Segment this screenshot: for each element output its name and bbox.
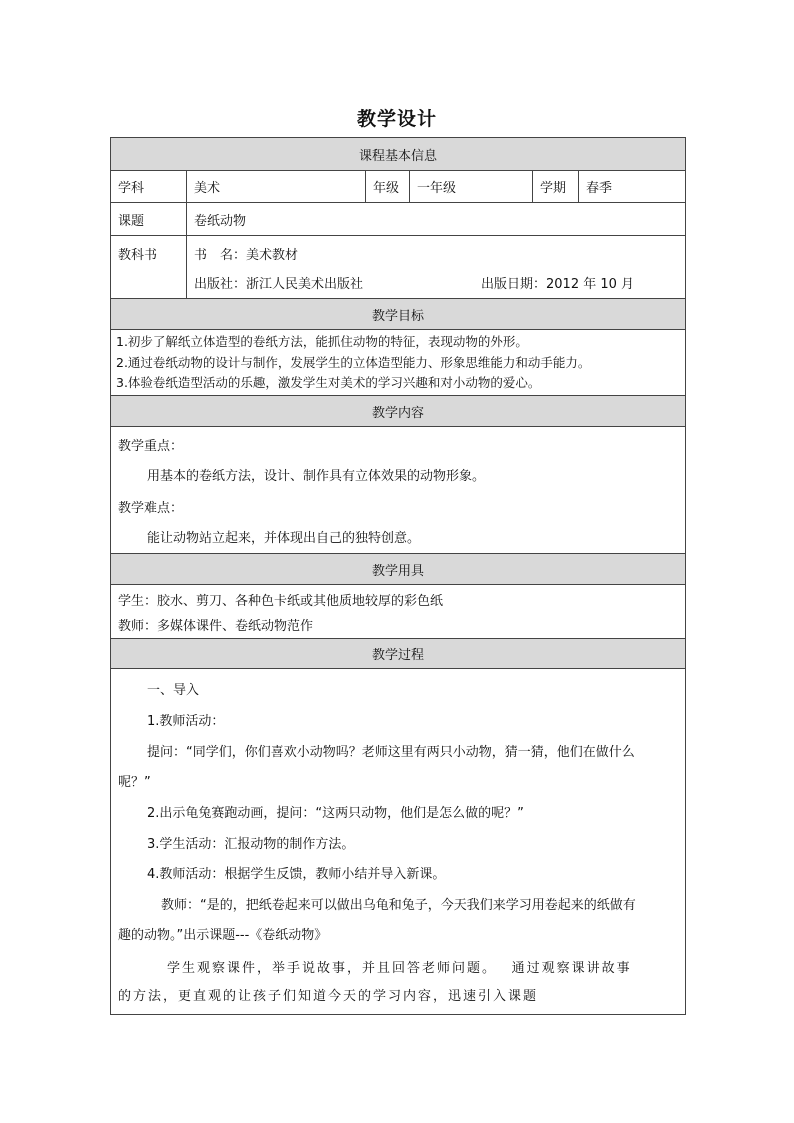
- subject-value: 美术: [187, 171, 366, 202]
- textbook-info: [187, 236, 685, 298]
- process-line: 教师：“是的，把纸卷起来可以做出乌龟和兔子，今天我们来学习用卷起来的纸做有: [161, 898, 636, 913]
- section-header-basic-info: 课程基本信息: [111, 138, 685, 171]
- content-block: [111, 427, 685, 553]
- topic-label: 课题: [111, 203, 187, 235]
- process-line: 1.教师活动：: [147, 714, 225, 729]
- publish-date: 出版日期：2012 年 10 月: [481, 277, 635, 292]
- topic-row: [111, 203, 685, 236]
- book-name: 书 名：美术教材: [194, 248, 299, 263]
- textbook-row: [111, 236, 685, 299]
- section-header-content: 教学内容: [111, 396, 685, 427]
- term-label: 学期: [533, 171, 579, 202]
- process-line: 3.学生活动：汇报动物的制作方法。: [147, 837, 355, 852]
- tools-block: [111, 585, 685, 638]
- grade-label: 年级: [366, 171, 410, 202]
- objectives-list: [111, 330, 595, 395]
- process-block: [111, 669, 685, 1014]
- key-point-text: 用基本的卷纸方法，设计、制作具有立体效果的动物形象。: [147, 469, 486, 484]
- process-line: 2.出示龟兔赛跑动画，提问：“这两只动物，他们是怎么做的呢？”: [147, 806, 524, 821]
- subject-row: [111, 171, 685, 203]
- section-header-objectives: 教学目标: [111, 299, 685, 330]
- process-line: 趣的动物。”出示课题---《卷纸动物》: [118, 928, 328, 943]
- objective-item: 3.体验卷纸造型活动的乐趣，激发学生对美术的学习兴趣和对小动物的爱心。: [116, 375, 541, 390]
- grade-value: 一年级: [410, 171, 533, 202]
- process-body: [111, 669, 685, 1014]
- student-tools: 学生：胶水、剪刀、各种色卡纸或其他质地较厚的彩色纸: [118, 594, 444, 609]
- process-line: 4.教师活动：根据学生反馈，教师小结并导入新课。: [147, 867, 446, 882]
- objective-item: 1.初步了解纸立体造型的卷纸方法，能抓住动物的特征，表现动物的外形。: [116, 334, 528, 349]
- publisher: 出版社：浙江人民美术出版社: [194, 277, 364, 292]
- process-line: 学生观察课件，举手说故事，并且回答老师问题。 通过观察课讲故事: [167, 961, 632, 976]
- teacher-tools: 教师：多媒体课件、卷纸动物范作: [118, 619, 314, 634]
- difficult-point-text: 能让动物站立起来，并体现出自己的独特创意。: [147, 531, 421, 546]
- content-body: [111, 427, 685, 554]
- process-line: 提问：“同学们，你们喜欢小动物吗？老师这里有两只小动物，猜一猜，他们在做什么: [147, 745, 635, 760]
- section-header-process: 教学过程: [111, 639, 685, 669]
- process-line: 呢？”: [118, 775, 151, 790]
- key-point-label: 教学重点：: [118, 439, 184, 454]
- process-line: 一、导入: [147, 683, 200, 698]
- objective-item: 2.通过卷纸动物的设计与制作，发展学生的立体造型能力、形象思维能力和动手能力。: [116, 354, 591, 370]
- document-title: 教学设计: [356, 108, 437, 130]
- lesson-plan-table: [110, 137, 686, 1015]
- topic-value: 卷纸动物: [194, 213, 247, 229]
- difficult-point-label: 教学难点：: [118, 501, 184, 516]
- section-header-tools: 教学用具: [111, 554, 685, 585]
- objectives-body: [111, 330, 685, 396]
- tools-body: [111, 585, 685, 639]
- subject-label: 学科: [111, 171, 187, 202]
- process-line: 的方法，更直观的让孩子们知道今天的学习内容，迅速引入课题: [118, 989, 539, 1004]
- textbook-label: 教科书: [111, 236, 187, 298]
- term-value: 春季: [586, 181, 613, 196]
